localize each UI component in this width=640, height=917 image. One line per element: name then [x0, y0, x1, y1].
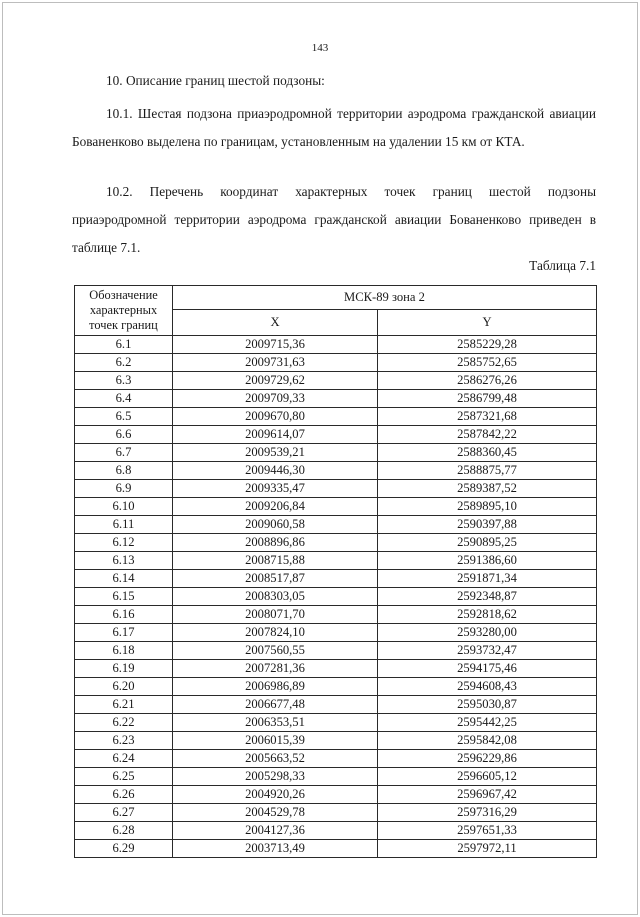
y-coordinate-cell: 2595030,87	[378, 696, 597, 714]
table-row	[75, 822, 597, 840]
table-row	[75, 678, 597, 696]
table-row	[75, 516, 597, 534]
x-coordinate-cell: 2004529,78	[173, 804, 378, 822]
x-coordinate-cell: 2009060,58	[173, 516, 378, 534]
table-row	[75, 768, 597, 786]
header-x: X	[173, 309, 378, 335]
y-coordinate-cell: 2591386,60	[378, 552, 597, 570]
y-coordinate-cell: 2585752,65	[378, 354, 597, 372]
y-coordinate-cell: 2597651,33	[378, 822, 597, 840]
y-coordinate-cell: 2587842,22	[378, 426, 597, 444]
y-coordinate-cell: 2591871,34	[378, 570, 597, 588]
x-coordinate-cell: 2007281,36	[173, 660, 378, 678]
x-coordinate-cell: 2004920,26	[173, 786, 378, 804]
point-id-cell: 6.20	[75, 678, 173, 696]
page-number: 143	[311, 42, 329, 54]
table-body	[75, 336, 597, 858]
point-id-cell: 6.11	[75, 516, 173, 534]
y-coordinate-cell: 2588360,45	[378, 444, 597, 462]
point-id-cell: 6.13	[75, 552, 173, 570]
x-coordinate-cell: 2006986,89	[173, 678, 378, 696]
x-coordinate-cell: 2009335,47	[173, 480, 378, 498]
x-coordinate-cell: 2009729,62	[173, 372, 378, 390]
x-coordinate-cell: 2008071,70	[173, 606, 378, 624]
table-row	[75, 804, 597, 822]
point-id-cell: 6.22	[75, 714, 173, 732]
x-coordinate-cell: 2006677,48	[173, 696, 378, 714]
x-coordinate-cell: 2005663,52	[173, 750, 378, 768]
point-id-cell: 6.15	[75, 588, 173, 606]
x-coordinate-cell: 2009614,07	[173, 426, 378, 444]
point-id-cell: 6.4	[75, 390, 173, 408]
paragraph-10-1: 10.1. Шестая подзона приаэродромной территории аэродрома гражданской авиации Бованенково выделена по границам, установленным на удалении 15 км от КТА.	[72, 106, 596, 149]
table-row	[75, 588, 597, 606]
coordinates-table	[74, 285, 597, 858]
table-row	[75, 408, 597, 426]
y-coordinate-cell: 2589895,10	[378, 498, 597, 516]
table-row	[75, 714, 597, 732]
y-coordinate-cell: 2596605,12	[378, 768, 597, 786]
point-id-cell: 6.1	[75, 336, 173, 354]
table-row	[75, 642, 597, 660]
table-row	[75, 570, 597, 588]
point-id-cell: 6.14	[75, 570, 173, 588]
table-caption: Таблица 7.1	[529, 258, 596, 273]
x-coordinate-cell: 2007560,55	[173, 642, 378, 660]
point-id-cell: 6.3	[75, 372, 173, 390]
point-id-cell: 6.10	[75, 498, 173, 516]
table-row	[75, 498, 597, 516]
table-row	[75, 750, 597, 768]
point-id-cell: 6.28	[75, 822, 173, 840]
point-id-cell: 6.29	[75, 840, 173, 858]
table-row	[75, 372, 597, 390]
point-id-cell: 6.8	[75, 462, 173, 480]
y-coordinate-cell: 2585229,28	[378, 336, 597, 354]
x-coordinate-cell: 2008715,88	[173, 552, 378, 570]
header-y: Y	[378, 309, 597, 335]
x-coordinate-cell: 2008303,05	[173, 588, 378, 606]
point-id-cell: 6.24	[75, 750, 173, 768]
x-coordinate-cell: 2007824,10	[173, 624, 378, 642]
y-coordinate-cell: 2589387,52	[378, 480, 597, 498]
x-coordinate-cell: 2006353,51	[173, 714, 378, 732]
x-coordinate-cell: 2009670,80	[173, 408, 378, 426]
y-coordinate-cell: 2586276,26	[378, 372, 597, 390]
y-coordinate-cell: 2590895,25	[378, 534, 597, 552]
x-coordinate-cell: 2008896,86	[173, 534, 378, 552]
y-coordinate-cell: 2588875,77	[378, 462, 597, 480]
table-row	[75, 444, 597, 462]
table-row	[75, 840, 597, 858]
x-coordinate-cell: 2009731,63	[173, 354, 378, 372]
table-row	[75, 480, 597, 498]
point-id-cell: 6.27	[75, 804, 173, 822]
table-row	[75, 786, 597, 804]
point-id-cell: 6.9	[75, 480, 173, 498]
header-coordinate-system: МСК-89 зона 2	[173, 286, 597, 310]
point-id-cell: 6.18	[75, 642, 173, 660]
point-id-cell: 6.23	[75, 732, 173, 750]
table-row	[75, 534, 597, 552]
section-heading: 10. Описание границ шестой подзоны:	[106, 73, 325, 88]
x-coordinate-cell: 2009446,30	[173, 462, 378, 480]
y-coordinate-cell: 2594608,43	[378, 678, 597, 696]
y-coordinate-cell: 2587321,68	[378, 408, 597, 426]
x-coordinate-cell: 2006015,39	[173, 732, 378, 750]
point-id-cell: 6.6	[75, 426, 173, 444]
table-row	[75, 390, 597, 408]
header-point-label: Обозначение характерных точек границ	[75, 286, 173, 336]
x-coordinate-cell: 2009539,21	[173, 444, 378, 462]
table-row	[75, 552, 597, 570]
x-coordinate-cell: 2008517,87	[173, 570, 378, 588]
point-id-cell: 6.12	[75, 534, 173, 552]
point-id-cell: 6.5	[75, 408, 173, 426]
table-row	[75, 462, 597, 480]
point-id-cell: 6.7	[75, 444, 173, 462]
point-id-cell: 6.21	[75, 696, 173, 714]
point-id-cell: 6.26	[75, 786, 173, 804]
point-id-cell: 6.2	[75, 354, 173, 372]
x-coordinate-cell: 2005298,33	[173, 768, 378, 786]
point-id-cell: 6.19	[75, 660, 173, 678]
table-row	[75, 732, 597, 750]
table-row	[75, 606, 597, 624]
y-coordinate-cell: 2592818,62	[378, 606, 597, 624]
point-id-cell: 6.17	[75, 624, 173, 642]
y-coordinate-cell: 2594175,46	[378, 660, 597, 678]
y-coordinate-cell: 2596967,42	[378, 786, 597, 804]
y-coordinate-cell: 2590397,88	[378, 516, 597, 534]
table-row	[75, 696, 597, 714]
y-coordinate-cell: 2593280,00	[378, 624, 597, 642]
table-row	[75, 426, 597, 444]
paragraph-10-2: 10.2. Перечень координат характерных точек границ шестой подзоны приаэродромной территории аэродрома гражданской авиации Бованенково приведен в таблице 7.1.	[72, 184, 596, 255]
x-coordinate-cell: 2009709,33	[173, 390, 378, 408]
y-coordinate-cell: 2586799,48	[378, 390, 597, 408]
x-coordinate-cell: 2004127,36	[173, 822, 378, 840]
table-row	[75, 336, 597, 354]
y-coordinate-cell: 2595442,25	[378, 714, 597, 732]
table-row	[75, 624, 597, 642]
table-row	[75, 354, 597, 372]
y-coordinate-cell: 2593732,47	[378, 642, 597, 660]
point-id-cell: 6.25	[75, 768, 173, 786]
y-coordinate-cell: 2597972,11	[378, 840, 597, 858]
x-coordinate-cell: 2009715,36	[173, 336, 378, 354]
table-row	[75, 660, 597, 678]
y-coordinate-cell: 2597316,29	[378, 804, 597, 822]
y-coordinate-cell: 2595842,08	[378, 732, 597, 750]
x-coordinate-cell: 2003713,49	[173, 840, 378, 858]
x-coordinate-cell: 2009206,84	[173, 498, 378, 516]
point-id-cell: 6.16	[75, 606, 173, 624]
y-coordinate-cell: 2592348,87	[378, 588, 597, 606]
y-coordinate-cell: 2596229,86	[378, 750, 597, 768]
